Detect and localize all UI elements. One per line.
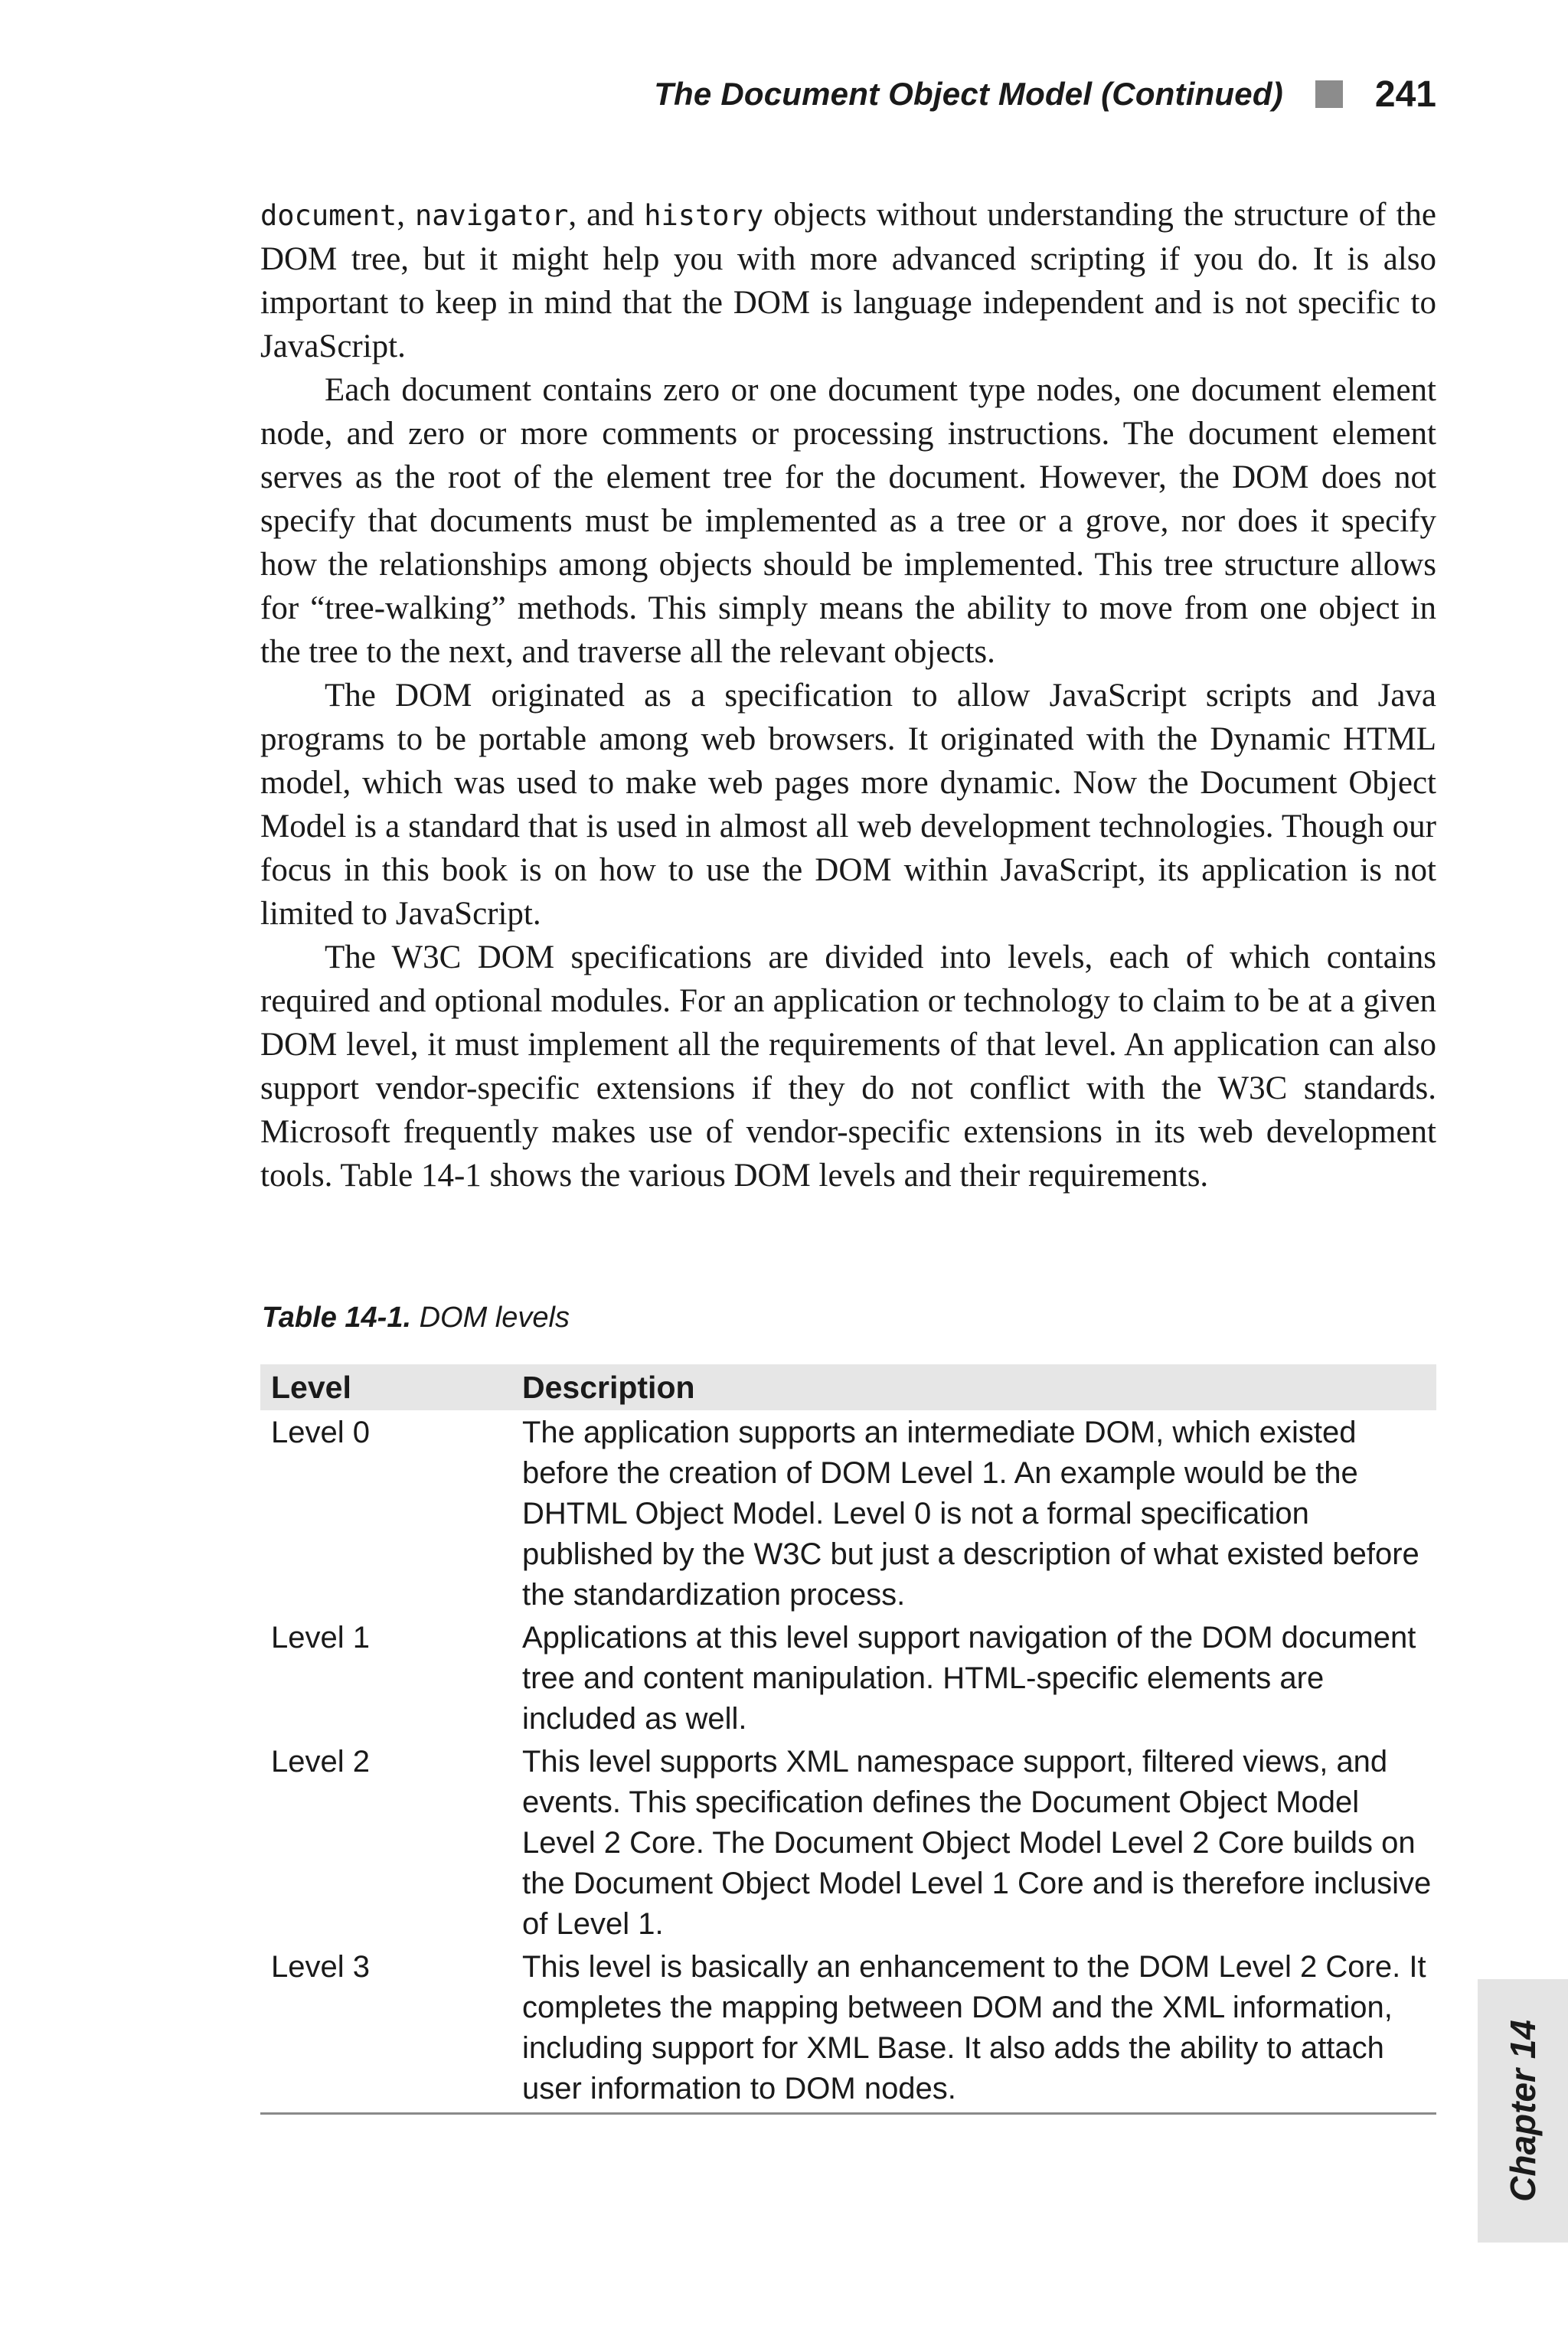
row-description: The application supports an intermediate DOM, which existed before the creation of DOM Level 1. An example would be the DHTML Object Model. Level 0 is not a formal specification published by the W3C but just a description of what existed before the standardization process. — [522, 1416, 1419, 1612]
code-document: document — [260, 199, 397, 232]
table-row — [260, 1945, 1436, 2109]
code-navigator: navigator — [414, 199, 569, 232]
table-caption-text: DOM levels — [411, 1302, 570, 1334]
header-title: The Document Object Model (Continued) — [654, 76, 1283, 112]
header-square-marker — [1315, 80, 1343, 108]
header-level: Level — [271, 1369, 351, 1405]
row-level: Level 0 — [271, 1416, 370, 1449]
code-history: history — [644, 199, 764, 232]
page-number: 241 — [1374, 74, 1436, 115]
paragraph-4: The W3C DOM specifications are divided into levels, each of which contains required and optional modules. For an application or technology to claim to be at a given DOM level, it must implement all the requirements of that level. An application can also support vendor-specific extensions if they do not conflict with the W3C standards. Microsoft frequently makes use of vendor-specific extensions in its web development tools. Table 14-1 shows the various DOM levels and their requirements. — [260, 939, 1436, 1194]
p1-sep2: , and — [568, 197, 645, 233]
dom-levels-table — [260, 1364, 1436, 2115]
p1-text: objects without understanding the structure of the DOM tree, but it might help you with more advanced scripting if you do. It is also important to keep in mind that the DOM is language independent and is not specific to JavaScript. — [260, 197, 1436, 364]
table-header-row — [260, 1364, 1436, 1410]
table-row — [260, 1410, 1436, 1615]
paragraph-3: The DOM originated as a specification to allow JavaScript scripts and Java programs to be portable among web browsers. It originated with the Dynamic HTML model, which was used to make web pages more dynamic. Now the Document Object Model is a standard that is used in almost all web development technologies. Though our focus in this book is on how to use the DOM within JavaScript, its application is not limited to JavaScript. — [260, 678, 1436, 932]
chapter-tab-label: Chapter 14 — [1503, 2020, 1543, 2202]
row-description: Applications at this level support navigation of the DOM document tree and content manipulation. HTML-specific elements are included as well. — [522, 1621, 1416, 1736]
chapter-tab — [1478, 1979, 1568, 2243]
table-caption — [262, 1302, 570, 1334]
row-level: Level 3 — [271, 1950, 370, 1984]
table-row — [260, 1615, 1436, 1740]
header-description: Description — [522, 1369, 695, 1405]
table-bottom-rule — [260, 2112, 1436, 2115]
body-text — [260, 193, 1436, 1197]
row-level: Level 1 — [271, 1621, 370, 1655]
row-level: Level 2 — [271, 1745, 370, 1779]
table-row — [260, 1740, 1436, 1945]
running-header — [260, 67, 1436, 121]
table-caption-label: Table 14-1. — [262, 1302, 412, 1334]
paragraph-2: Each document contains zero or one document type nodes, one document element node, and zero or more comments or processing instructions. The document element serves as the root of the element tree for the document. However, the DOM does not specify that documents must be implemented as a tree or a grove, nor does it specify how the relationships among objects should be implemented. This tree structure allows for “tree-walking” methods. This simply means the ability to move from one object in the tree to the next, and traverse all the relevant objects. — [260, 372, 1436, 670]
p1-sep1: , — [397, 197, 415, 233]
paragraph-1 — [260, 193, 1436, 368]
row-description: This level is basically an enhancement to the DOM Level 2 Core. It completes the mapping between DOM and the XML information, including support for XML Base. It also adds the ability to attach user information to DOM nodes. — [522, 1950, 1426, 2105]
row-description: This level supports XML namespace support, filtered views, and events. This specification defines the Document Object Model Level 2 Core. The Document Object Model Level 2 Core builds on the Document Object Model Level 1 Core and is therefore inclusive of Level 1. — [522, 1745, 1432, 1941]
